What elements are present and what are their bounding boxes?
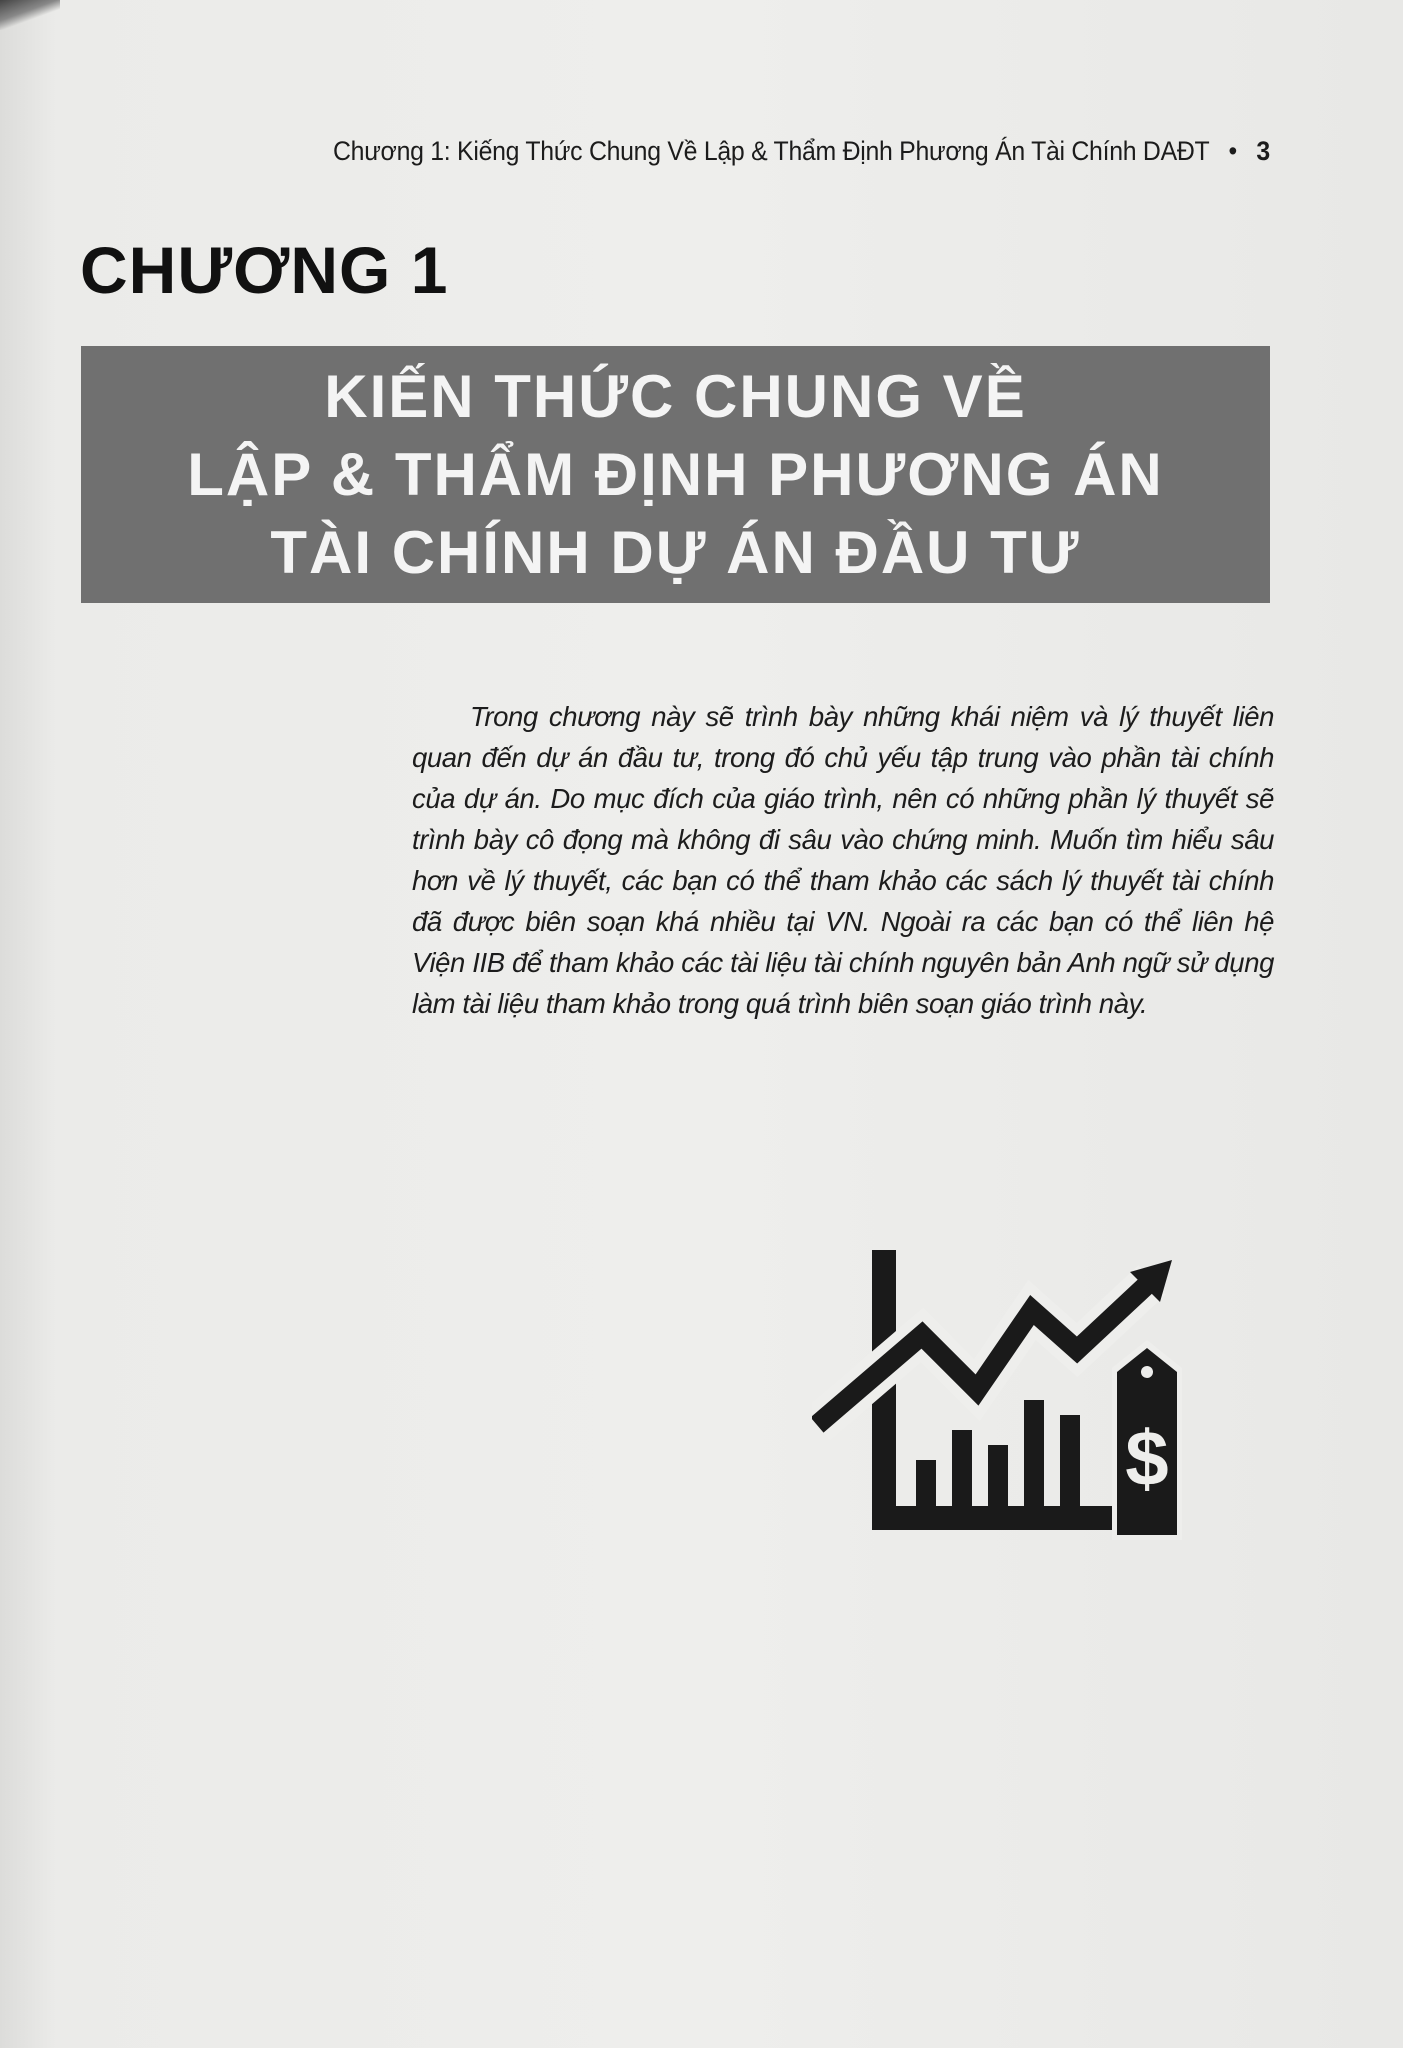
bar-icon (1024, 1400, 1044, 1510)
bar-icon (952, 1430, 972, 1510)
chapter-title-line: TÀI CHÍNH DỰ ÁN ĐẦU TƯ (270, 518, 1081, 586)
header-separator: • (1228, 136, 1237, 166)
intro-paragraph: Trong chương này sẽ trình bày những khái niệm và lý thuyết liên quan đến dự án đầu tư, trong đó chủ yếu tập trung vào phần tài chính của dự án. Do mục đích của giáo trình, nên có những phần lý thuyết sẽ trình bày cô đọng mà không đi sâu vào chứng minh. Muốn tìm hiểu sâu hơn về lý thuyết, các bạn có thể tham khảo các sách lý thuyết tài chính đã được biên soạn khá nhiều tại VN. Ngoài ra các bạn có thể liên hệ Viện IIB để tham khảo các tài liệu tài chính nguyên bản Anh ngữ sử dụng làm tài liệu tham khảo trong quá trình biên soạn giáo trình này. (412, 700, 1274, 1019)
bar-icon (988, 1445, 1008, 1510)
chapter-title-line: LẬP & THẨM ĐỊNH PHƯƠNG ÁN (187, 440, 1164, 508)
bar-icon (1060, 1415, 1080, 1510)
running-header (333, 136, 1270, 167)
dollar-symbol: $ (1125, 1414, 1169, 1502)
bar-icon (916, 1460, 936, 1510)
page-number: 3 (1256, 136, 1270, 166)
chapter-title-banner (81, 346, 1270, 603)
page-edge-shadow (0, 0, 60, 30)
chapter-title-line: KIẾN THỨC CHUNG VỀ (324, 362, 1027, 430)
chapter-label: CHƯƠNG 1 (80, 233, 449, 307)
growth-chart-dollar-tag-icon (812, 1240, 1237, 1540)
running-title: Chương 1: Kiếng Thức Chung Về Lập & Thẩm Định Phương Án Tài Chính DAĐT (333, 136, 1209, 166)
